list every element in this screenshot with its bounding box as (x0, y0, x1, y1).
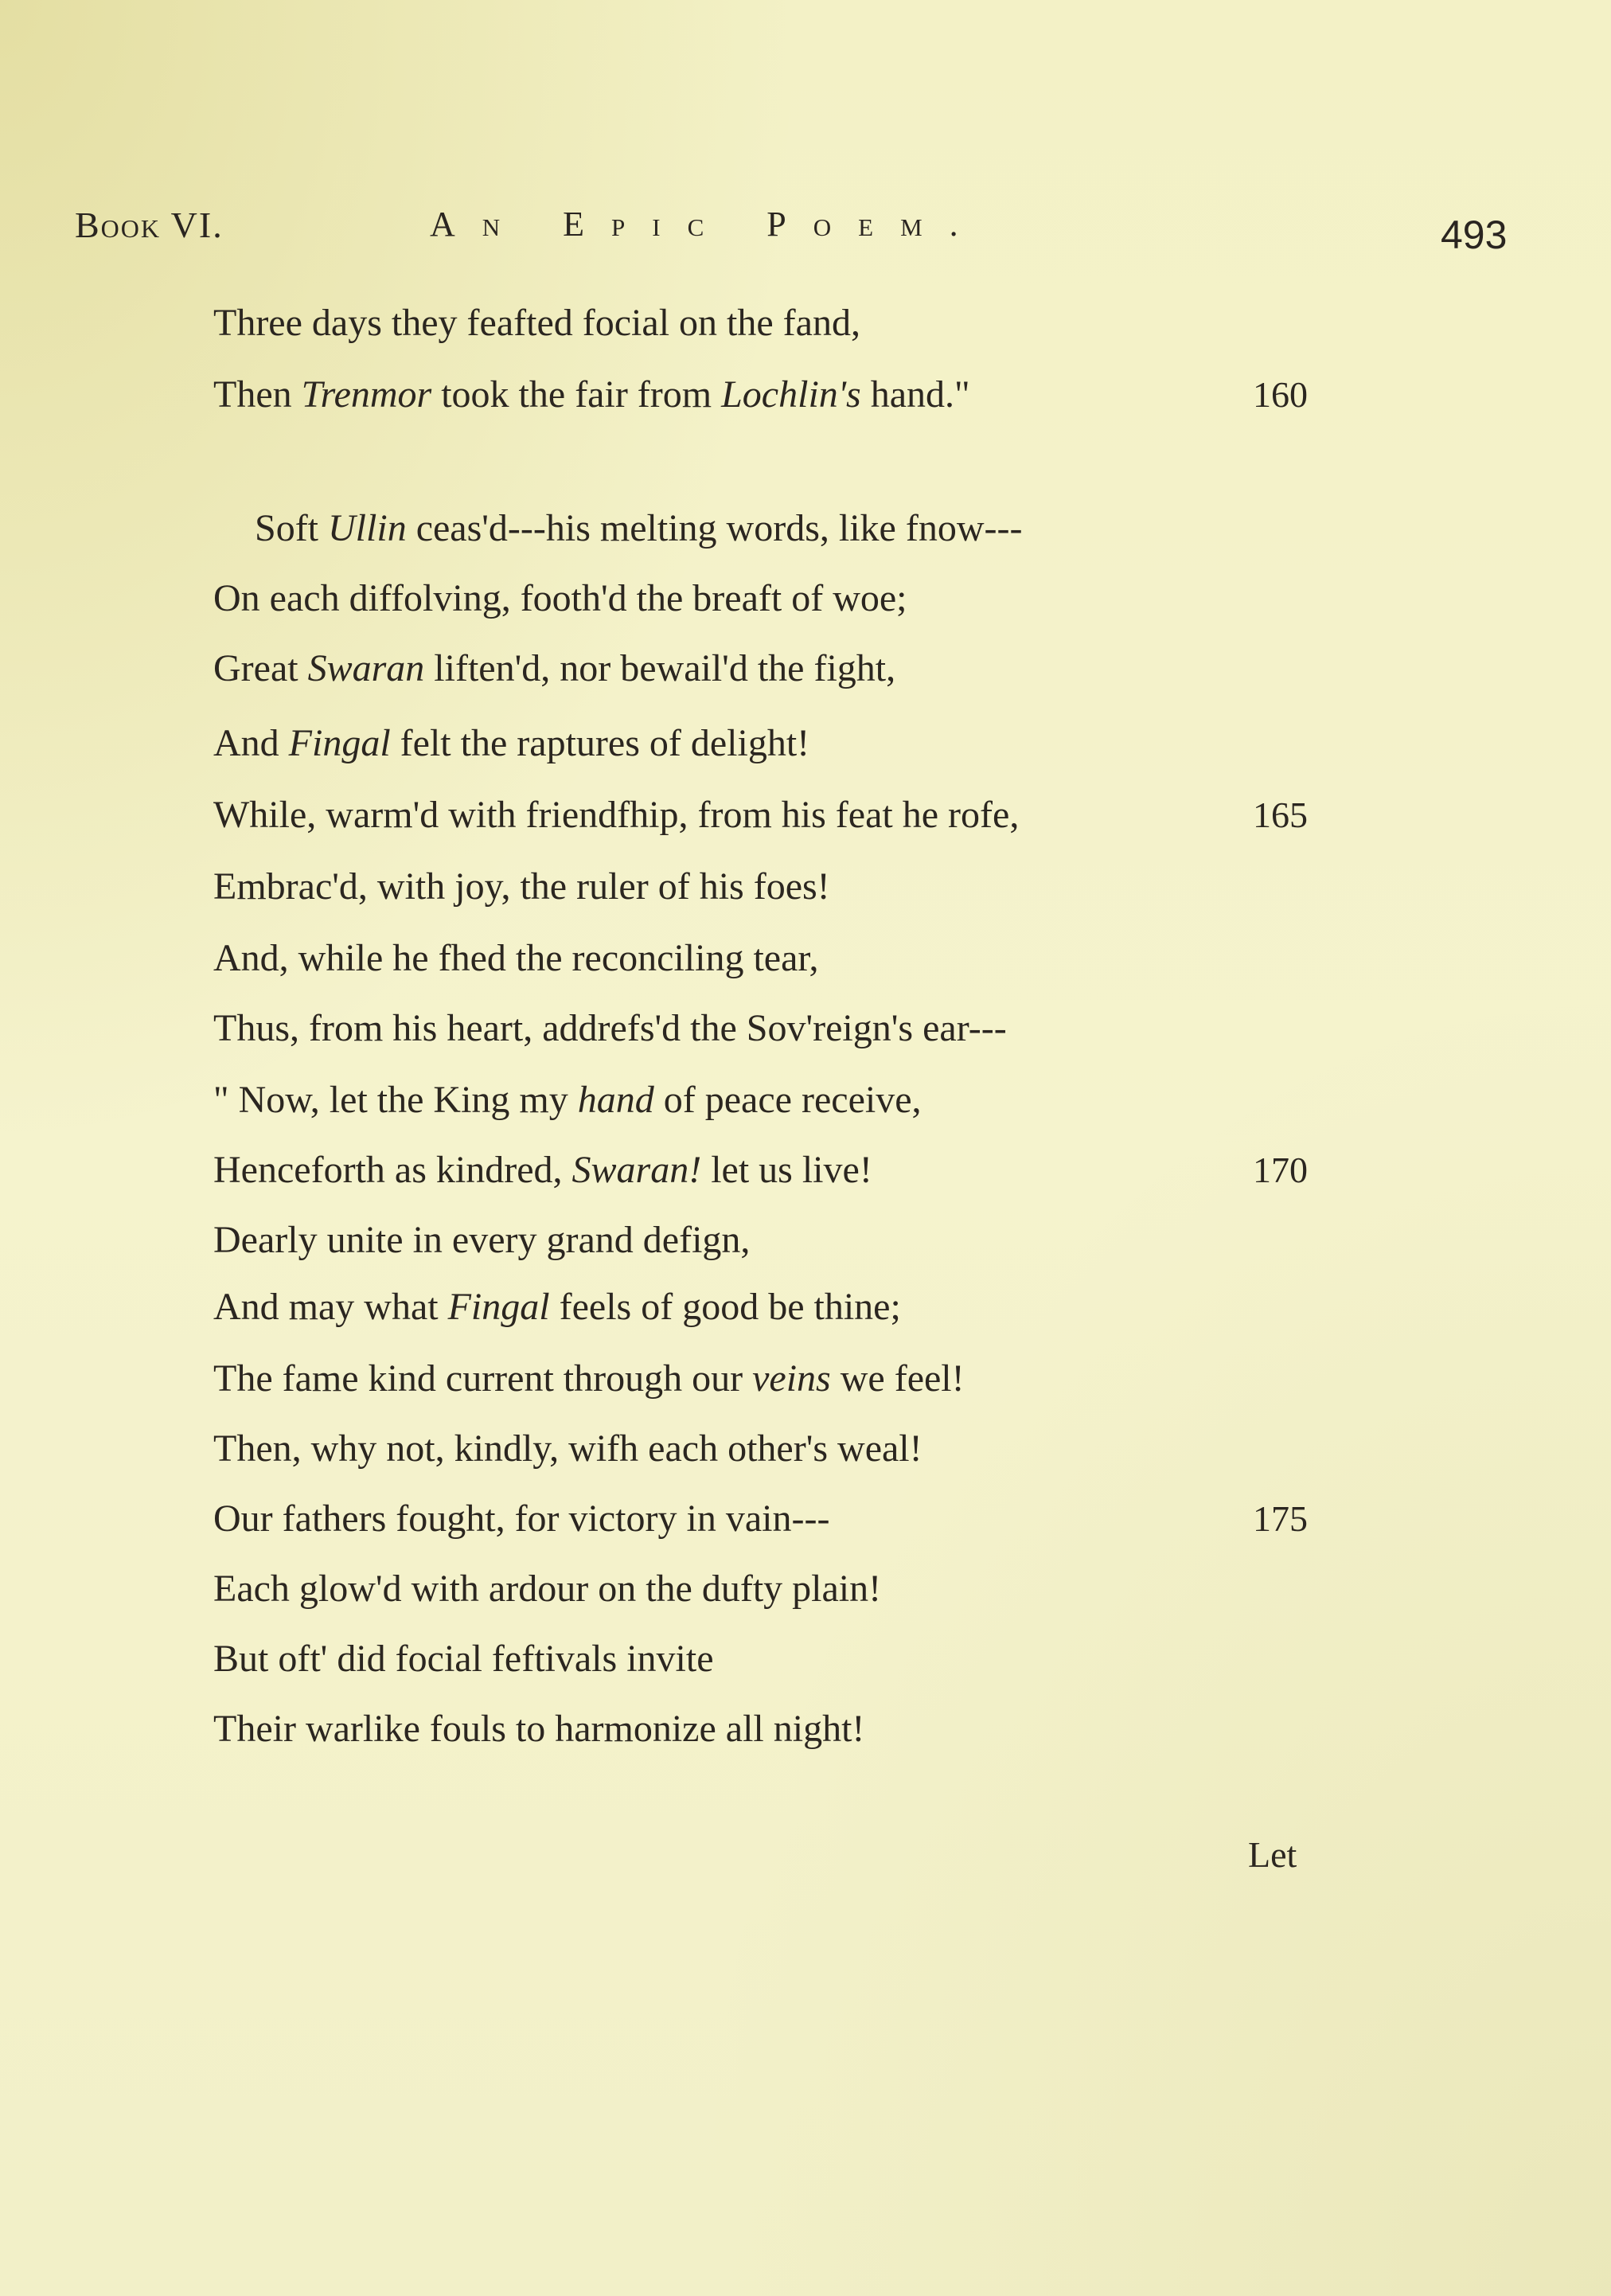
running-header (75, 199, 1508, 263)
running-title: An Epic Poem. (430, 205, 985, 244)
line-number: 175 (1253, 1498, 1308, 1539)
verse-line: Soft Ullin ceas'd---his melting words, like fnow--- (255, 507, 1023, 549)
line-number: 170 (1253, 1150, 1308, 1190)
verse-line: Then, why not, kindly, wifh each other's weal! (213, 1427, 923, 1470)
verse-line: And may what Fingal feels of good be thine; (213, 1286, 901, 1328)
verse-line: Our fathers fought, for victory in vain--- (213, 1497, 830, 1540)
verse-line: Three days they feafted focial on the fand, (213, 302, 860, 344)
verse-line: While, warm'd with friendfhip, from his feat he rofe, (213, 794, 1020, 836)
verse-line: Each glow'd with ardour on the dufty plain! (213, 1568, 882, 1610)
verse-line: On each diffolving, footh'd the breaft of woe; (213, 577, 907, 619)
catchword: Let (1248, 1834, 1297, 1875)
verse-line: Then Trenmor took the fair from Lochlin's hand." (213, 373, 970, 416)
line-number: 165 (1253, 795, 1308, 835)
verse-line: But oft' did focial feftivals invite (213, 1638, 714, 1680)
verse-line: Dearly unite in every grand defign, (213, 1219, 751, 1261)
verse-line: The fame kind current through our veins we feel! (213, 1357, 965, 1400)
verse-line: Their warlike fouls to harmonize all night! (213, 1708, 865, 1750)
verse-line: Embrac'd, with joy, the ruler of his foes! (213, 865, 830, 908)
book-number: Book VI. (75, 205, 224, 245)
page-number: 493 (1441, 213, 1508, 257)
verse-line: And Fingal felt the raptures of delight! (213, 722, 810, 764)
verse-line: " Now, let the King my hand of peace receive, (213, 1079, 922, 1121)
line-number: 160 (1253, 374, 1308, 415)
verse-line: Great Swaran liften'd, nor bewail'd the fight, (213, 647, 896, 689)
verse-line: Thus, from his heart, addrefs'd the Sov'reign's ear--- (213, 1007, 1007, 1049)
verse-line: And, while he fhed the reconciling tear, (213, 937, 819, 979)
verse-line: Henceforth as kindred, Swaran! let us live! (213, 1149, 872, 1191)
